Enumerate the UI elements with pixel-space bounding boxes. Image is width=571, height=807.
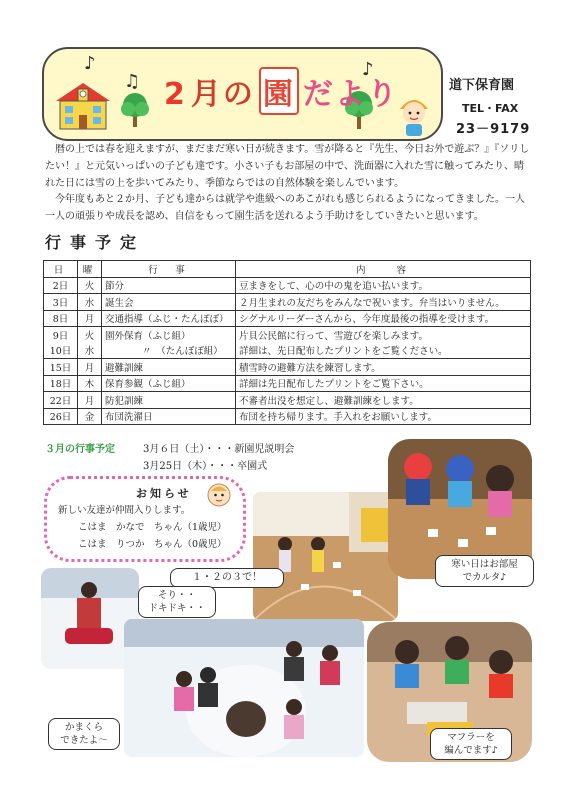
school-building-illustration [52,79,114,131]
row-content: 布団を持ち帰ります。手入れをお願いします。 [236,408,531,425]
row-content: シグナルリーダーさんから、今年度最後の指導を受けます。 [236,310,531,327]
row-weekday: 月 [78,359,102,376]
march-event: 3月25日（木）・・・卒園式 [143,461,268,472]
row-event: 〃 （たんぽぽ組） [102,343,236,359]
march-event: 3月６日（土）・・・新園児説明会 [143,444,295,455]
newsletter-title [162,67,401,115]
march-events-label: ３月の行事予定 [45,444,115,455]
table-row [44,327,531,343]
row-content: 片貝公民館に行って、雪遊びを楽しみます。 [236,327,531,343]
caption-bubble: マフラーを 編んでます♪ [430,728,512,760]
row-date: 18日 [44,375,78,392]
row-event: 誕生会 [102,294,236,311]
intro-text [45,142,533,226]
schedule-heading: 行事予定 [45,233,146,252]
row-date: 2日 [44,277,78,294]
tree-icon [120,91,150,127]
music-note-icon: ♫ [124,71,141,92]
row-date: 15日 [44,359,78,376]
row-event: 節分 [102,277,236,294]
row-weekday: 火 [78,327,102,343]
caption-bubble: かまくら できたよ～ [48,718,120,750]
row-event: 交通指導（ふじ・たんぽぽ） [102,310,236,327]
row-event: 保育参観（ふじ組） [102,375,236,392]
column-header-weekday: 曜 [78,261,102,278]
row-weekday: 月 [78,392,102,409]
row-content: 積雪時の避難方法を練習します。 [236,359,531,376]
row-date: 22日 [44,392,78,409]
row-weekday: 火 [78,277,102,294]
child-character-illustration [394,91,434,137]
caption-bubble: そり・・ ドキドキ・・ [138,586,216,618]
row-content: ２月生まれの友だちをみんなで祝います。弁当はいりません。 [236,294,531,311]
schedule-table [43,260,531,425]
row-date: 8日 [44,310,78,327]
row-content: 豆まきをして、心の中の鬼を追い払います。 [236,277,531,294]
row-date: 10日 [44,343,78,359]
table-row [44,277,531,294]
row-date: 3日 [44,294,78,311]
row-date: 9日 [44,327,78,343]
table-row [44,375,531,392]
caption-bubble: 寒い日はお部屋 でカルタ♪ [435,555,534,587]
row-content: 詳細は、先日配布したプリントをご覧ください。 [236,343,531,359]
table-header-row [44,261,531,278]
row-weekday: 月 [78,310,102,327]
row-weekday: 水 [78,294,102,311]
caption-bubble: １・２の３で！ [170,568,284,588]
notice-title: お知らせ [136,487,192,500]
column-header-event: 行 事 [102,261,236,278]
header-banner [42,47,443,141]
table-row [44,408,531,425]
organization-name: 道下保育園 [449,78,515,93]
music-note-icon: ♪ [84,53,96,74]
kamakura-photo [124,619,364,757]
row-content: 不審者出没を想定し、避難訓練をします。 [236,392,531,409]
row-event: 防犯訓練 [102,392,236,409]
title-month-number: 2 [164,77,187,112]
row-weekday: 木 [78,375,102,392]
table-row [44,392,531,409]
baby-illustration [206,482,232,508]
notice-line: こはま かなで ちゃん（1歳児） [78,522,227,533]
row-event: 園外保育（ふじ組） [102,327,236,343]
table-row [44,310,531,327]
column-header-date: 日 [44,261,78,278]
row-weekday: 水 [78,343,102,359]
table-row [44,359,531,376]
indoor-play-photo [253,492,398,621]
notice-line: 新しい友達が仲間入りします。 [58,505,191,516]
table-row [44,343,531,359]
row-content: 詳細は先日配布したプリントをご覧下さい。 [236,375,531,392]
tel-fax-label: TEL・FAX [462,102,519,115]
music-note-icon: ♪ [362,59,374,80]
title-month-text: 月の [190,77,255,112]
notice-line: こはま りつか ちゃん（0歳児） [78,539,227,550]
intro-paragraph: 今年度もあと２か月、子ども達からは就学や進級へのあこがれも感じられるようになってきました。一人一人の頑張りや成長を認め、自信をもって園生活を送れるよう手助けをしていきたいと思います。 [45,194,525,223]
tel-fax-number: 23－9179 [456,122,531,137]
table-row [44,294,531,311]
row-date: 26日 [44,408,78,425]
row-event: 避難訓練 [102,359,236,376]
row-event: 布団洗濯日 [102,408,236,425]
row-weekday: 金 [78,408,102,425]
title-en-badge: 園 [259,67,299,115]
column-header-content: 内 容 [236,261,531,278]
title-dayori: だより [302,77,399,112]
intro-paragraph: 暦の上では春を迎えますが、まだまだ寒い日が続きます。雪が降ると『先生、今日お外で遊ぶ？』『ソリしたい！』と元気いっぱいの子ども達です。小さい子もお部屋の中で、洗面器に入れた雪に触ってみたり、晴れた日には雪の上を歩いてみたり、季節ならではの自然体験を楽しんでいます。 [45,144,530,189]
